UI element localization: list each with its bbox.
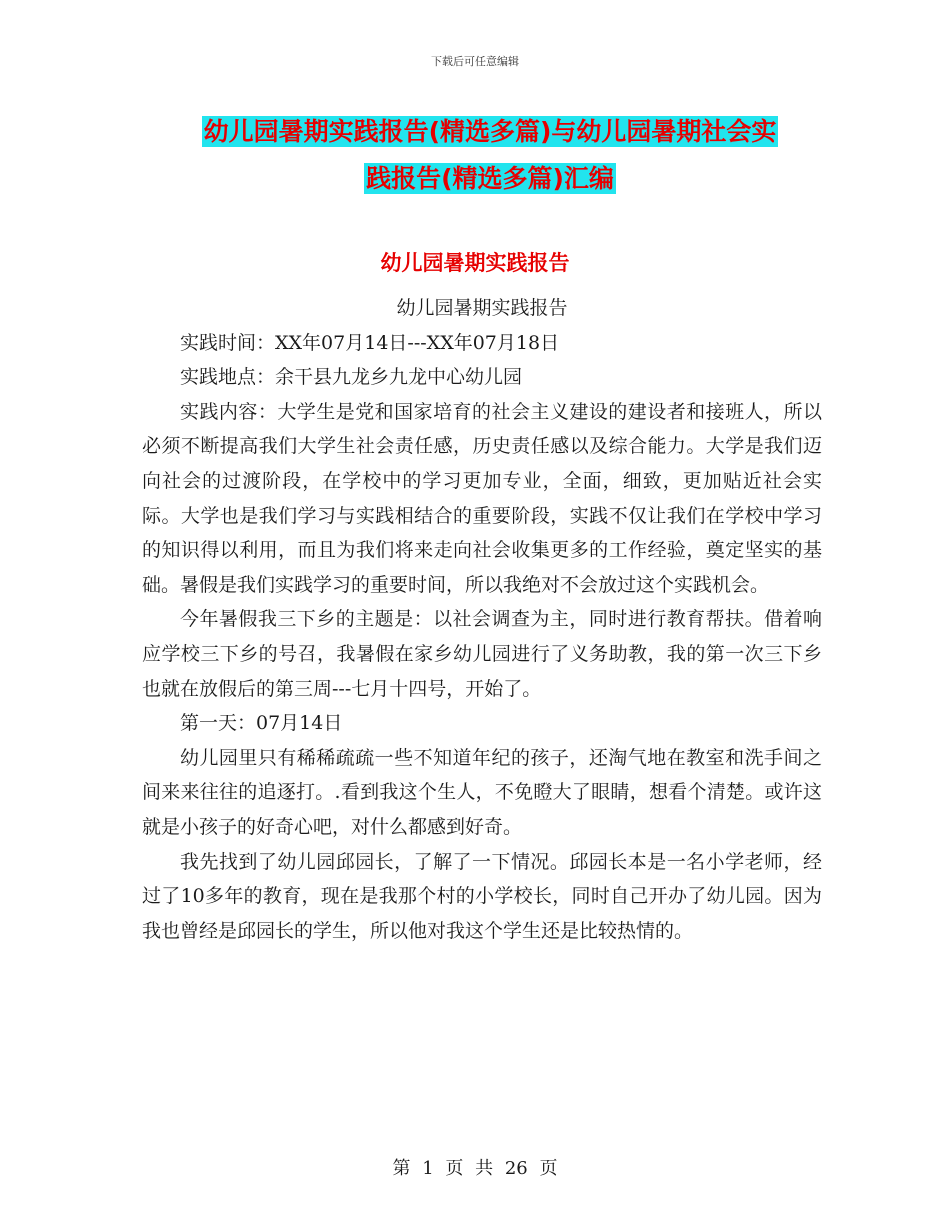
page-number-footer: 第 1 页 共 26 页 — [392, 1158, 558, 1179]
paragraph-kindergarten-scene: 幼儿园里只有稀稀疏疏一些不知道年纪的孩子，还淘气地在教室和洗手间之间来来往往的追逐打。.看到我这个生人，不免瞪大了眼睛，想看个清楚。或许这就是小孩子的好奇心吧，对什么都感到好奇。 — [142, 746, 822, 838]
report-subtitle: 幼儿园暑期实践报告 — [396, 297, 568, 319]
paragraph-practice-location: 实践地点：余干县九龙乡九龙中心幼儿园 — [180, 366, 523, 389]
paragraph-day-one-heading: 第一天：07月14日 — [180, 712, 343, 735]
paragraph-summer-theme: 今年暑假我三下乡的主题是：以社会调查为主，同时进行教育帮扶。借着响应学校三下乡的号召，我暑假在家乡幼儿园进行了义务助教，我的第一次三下乡也就在放假后的第三周---七月十四号，开始了。 — [142, 608, 822, 700]
paragraph-meeting-principal: 我先找到了幼儿园邱园长，了解了一下情况。邱园长本是一名小学老师，经过了10多年的教育，现在是我那个村的小学校长，同时自己开办了幼儿园。因为我也曾经是邱园长的学生，所以他对我这个学生还是比较热情的。 — [142, 850, 822, 942]
document-title — [150, 108, 830, 202]
page-header-note: 下载后可任意编辑 — [431, 55, 519, 68]
paragraph-practice-time: 实践时间：XX年07月14日---XX年07月18日 — [180, 331, 560, 354]
section-title: 幼儿园暑期实践报告 — [380, 251, 570, 275]
document-body — [142, 291, 822, 948]
document-title-line-2: 践报告(精选多篇)汇编 — [366, 164, 614, 193]
paragraph-practice-content: 实践内容：大学生是党和国家培育的社会主义建设的建设者和接班人，所以必须不断提高我们大学生社会责任感，历史责任感以及综合能力。大学是我们迈向社会的过渡阶段，在学校中的学习更加专业，全面，细致，更加贴近社会实际。大学也是我们学习与实践相结合的重要阶段，实践不仅让我们在学校中学习的知识得以利用，而且为我们将来走向社会收集更多的工作经验，奠定坚实的基础。暑假是我们实践学习的重要时间，所以我绝对不会放过这个实践机会。 — [142, 400, 822, 596]
document-title-line-1: 幼儿园暑期实践报告(精选多篇)与幼儿园暑期社会实 — [203, 117, 777, 146]
